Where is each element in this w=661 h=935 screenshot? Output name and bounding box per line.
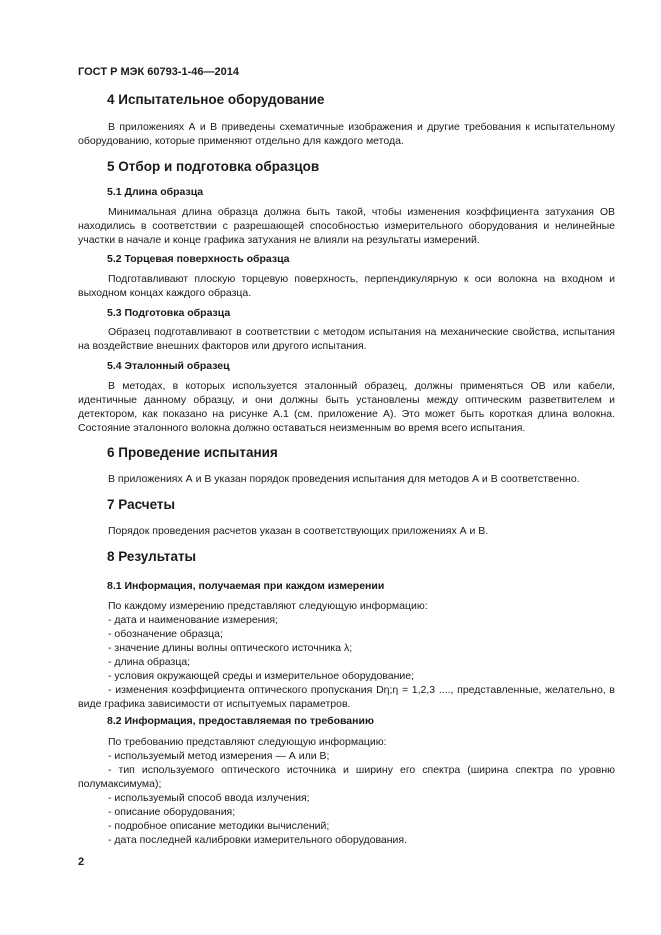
section-7-text: Порядок проведения расчетов указан в соответствующих приложениях А и В.: [108, 525, 489, 537]
section-5-1-title: 5.1 Длина образца: [107, 186, 204, 198]
section-5-4-text: В методах, в которых используется эталонный образец, должны применяться ОВ или кабели, идентичные данному образцу, и они должны быть установлены между оптическим разветвителем и детектором, как показано на рисунке А.1 (см. приложение А). Это может быть короткая длина волокна. Состояние эталонного волокна должно оставаться неизменным во время всего испытания.: [78, 380, 615, 434]
list-item: - используемый способ ввода излучения;: [108, 792, 310, 804]
section-5-1-text: Минимальная длина образца должна быть такой, чтобы изменения коэффициента затухания ОВ находились в соответствии с разрешающей способностью измерительного оборудования и нелинейные участки в начале и конце графика затухания не влияли на результаты измерений.: [78, 206, 615, 246]
list-item: - условия окружающей среды и измерительное оборудование;: [108, 670, 415, 682]
section-4-text: В приложениях А и В приведены схематичные изображения и другие требования к испытательному оборудованию, которые применяют отдельно для каждого метода.: [78, 121, 615, 147]
list-item: - дата и наименование измерения;: [108, 614, 278, 626]
section-8-1-title: 8.1 Информация, получаемая при каждом измерении: [107, 580, 385, 592]
section-5-3-text: Образец подготавливают в соответствии с методом испытания на механические свойства, испытания на воздействие внешних факторов или другого испытания.: [78, 326, 615, 352]
section-5-title: 5 Отбор и подготовка образцов: [107, 159, 320, 174]
list-item: - значение длины волны оптического источника λ;: [108, 642, 353, 654]
section-6-title: 6 Проведение испытания: [107, 445, 278, 460]
list-item: - изменения коэффициента оптического пропускания Dη;η = 1,2,3 ...., представленные, желательно, в виде графика зависимости от испытуемых параметров.: [78, 684, 615, 710]
page-number: 2: [78, 856, 85, 868]
list-item: - дата последней калибровки измерительного оборудования.: [108, 834, 408, 846]
section-6-text: В приложениях А и В указан порядок проведения испытания для методов А и В соответственно.: [108, 473, 580, 485]
list-item: - используемый метод измерения — А или В;: [108, 750, 330, 762]
section-4-title: 4 Испытательное оборудование: [107, 92, 325, 107]
list-item: - обозначение образца;: [108, 628, 223, 640]
document-header: ГОСТ Р МЭК 60793-1-46—2014: [78, 66, 239, 78]
list-item: По каждому измерению представляют следующую информацию:: [108, 600, 428, 612]
section-8-title: 8 Результаты: [107, 549, 197, 564]
list-item: - подробное описание методики вычислений;: [108, 820, 330, 832]
list-item: - описание оборудования;: [108, 806, 236, 818]
list-item: - тип используемого оптического источника и ширину его спектра (ширина спектра по уровню полумаксимума);: [78, 764, 615, 790]
section-5-3-title: 5.3 Подготовка образца: [107, 307, 231, 319]
list-item: По требованию представляют следующую информацию:: [108, 736, 387, 748]
section-8-2-list: [78, 735, 615, 847]
section-5-2-title: 5.2 Торцевая поверхность образца: [107, 253, 290, 265]
section-8-1-list: [78, 599, 615, 711]
section-7-title: 7 Расчеты: [107, 497, 176, 512]
section-5-4-title: 5.4 Эталонный образец: [107, 360, 230, 372]
list-item: - длина образца;: [108, 656, 191, 668]
section-8-2-title: 8.2 Информация, предоставляемая по требованию: [107, 715, 374, 727]
section-5-2-text: Подготавливают плоскую торцевую поверхность, перпендикулярную к оси волокна на входном и выходном концах каждого образца.: [78, 273, 615, 299]
